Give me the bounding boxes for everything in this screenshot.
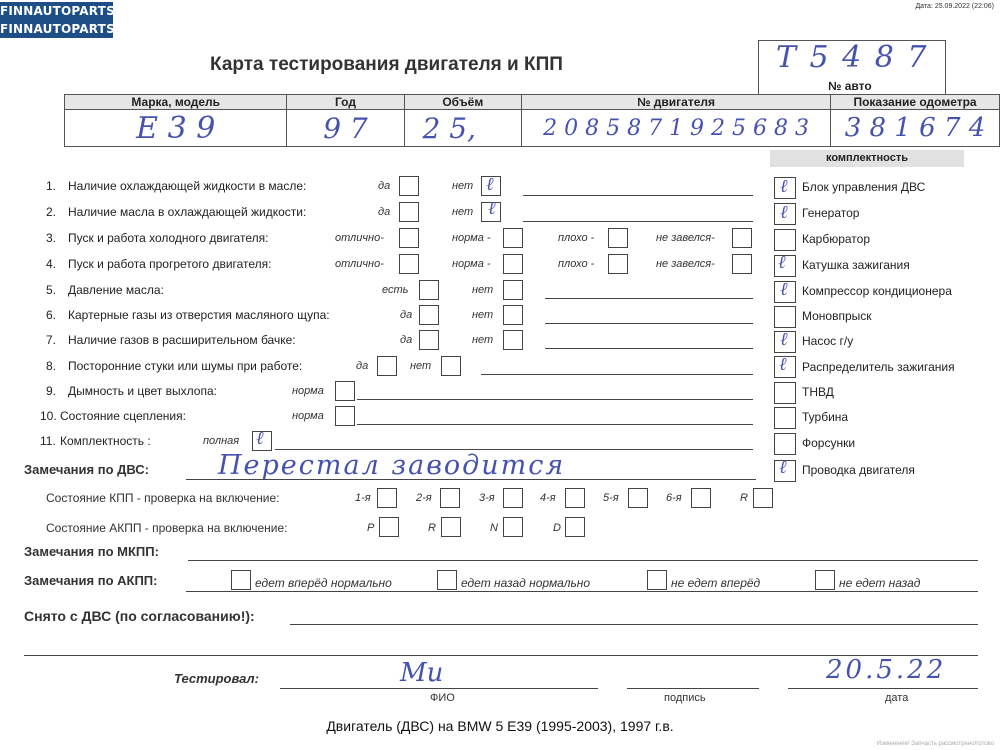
akpp-gear-d-label: D [553,522,561,534]
logo-line-1: FINNAUTOPARTS [0,4,115,18]
kpp-gear-1-label: 1-я [355,492,371,504]
q9-norma-checkbox[interactable] [335,381,355,401]
question-2-num: 2. [46,205,57,219]
q1-net-check: ℓ [486,174,494,195]
question-10-text: Состояние сцепления: [60,409,186,423]
kpp-gear-r-checkbox[interactable] [753,488,773,508]
question-9-text: Дымность и цвет выхлопа: [68,384,217,398]
q3-ploho-label: плохо - [558,232,595,244]
q10-norma-checkbox[interactable] [335,406,355,426]
q4-ne-zavelsya-label: не завелся- [656,258,715,270]
removed-label: Снято с ДВС (по согласованию!): [24,608,255,624]
header-table [64,94,1000,147]
question-1-num: 1. [46,179,57,193]
question-1-text: Наличие охлаждающей жидкости в масле: [68,179,307,193]
komplekt-checkbox-6[interactable] [774,306,796,328]
remarks-dvs-label: Замечания по ДВС: [24,462,149,477]
q3-otlichno-checkbox[interactable] [399,228,419,248]
q4-otlichno-label: отлично- [335,258,384,270]
q8-net-checkbox[interactable] [441,356,461,376]
q7-da-label: да [400,334,413,346]
question-3-text: Пуск и работа холодного двигателя: [68,231,269,245]
date-stamp: Дата: 25.09.2022 (22:06) [915,3,994,10]
kpp-label: Состояние КПП - проверка на включение: [46,491,280,505]
q11-polnaya-label: полная [203,435,240,447]
q1-da-checkbox[interactable] [399,176,419,196]
akpp-gear-n-label: N [490,522,498,534]
col-year: Год [287,95,404,110]
question-7-text: Наличие газов в расширительном бачке: [68,333,296,347]
q3-otlichno-label: отлично- [335,232,384,244]
q6-da-label: да [400,309,413,321]
caption: Двигатель (ДВС) на BMW 5 E39 (1995-2003), 1997 г.в. [326,718,674,734]
komplekt-item-1: Блок управления ДВС [802,180,926,194]
q4-ploho-checkbox[interactable] [608,254,628,274]
col-engine-number: № двигателя [522,95,831,110]
value-volume: 2 5, [404,110,522,147]
remarks-akpp-label: Замечания по АКПП: [24,573,158,588]
question-11-num: 11. [40,434,56,448]
komplekt-item-10: Турбина [802,410,849,424]
komplekt-check-8: ℓ [779,354,787,375]
kpp-gear-6-label: 6-я [666,492,682,504]
question-3-num: 3. [46,231,57,245]
akpp-option-4-label: не едет назад [839,576,921,590]
komplekt-checkbox-10[interactable] [774,407,796,429]
q2-da-label: да [378,206,391,218]
komplekt-item-7: Насос г/у [802,334,854,348]
q3-ploho-checkbox[interactable] [608,228,628,248]
komplekt-item-3: Карбюратор [802,232,871,246]
akpp-gear-n-checkbox[interactable] [503,517,523,537]
komplekt-check-1: ℓ [780,176,788,197]
q3-norma-checkbox[interactable] [503,228,523,248]
komplekt-header: комплектность [770,150,964,167]
q5-est-label: есть [382,284,409,296]
q10-norma-label: норма [292,410,324,422]
q2-da-checkbox[interactable] [399,202,419,222]
kpp-gear-1-checkbox[interactable] [377,488,397,508]
q3-norma-label: норма - [452,232,491,244]
question-10-num: 10. [40,409,57,423]
remarks-mkpp-label: Замечания по МКПП: [24,544,159,559]
tested-label: Тестировал: [174,671,259,686]
kpp-gear-2-label: 2-я [416,492,432,504]
akpp-option-1-label: едет вперёд нормально [255,576,392,590]
q4-norma-label: норма - [452,258,491,270]
q4-norma-checkbox[interactable] [503,254,523,274]
q11-polnaya-check: ℓ [256,428,264,449]
q2-net-label: нет [452,206,474,218]
kpp-gear-6-checkbox[interactable] [691,488,711,508]
komplekt-check-5: ℓ [780,279,788,300]
kpp-gear-4-checkbox[interactable] [565,488,585,508]
question-5-num: 5. [46,283,57,297]
question-6-text: Картерные газы из отверстия масляного щупа: [68,308,330,322]
logo-line-2: FINNAUTOPARTS [0,22,115,36]
q5-est-checkbox[interactable] [419,280,439,300]
komplekt-item-11: Форсунки [802,436,856,450]
q6-net-checkbox[interactable] [503,305,523,325]
question-8-text: Посторонние стуки или шумы при работе: [68,359,303,373]
q1-net-label: нет [452,180,474,192]
kpp-gear-5-checkbox[interactable] [628,488,648,508]
kpp-gear-3-checkbox[interactable] [503,488,523,508]
date-value: 20.5.22 [826,655,947,685]
komplekt-check-2: ℓ [780,202,788,223]
question-7-num: 7. [46,333,57,347]
question-4-text: Пуск и работа прогретого двигателя: [68,257,272,271]
q8-da-checkbox[interactable] [377,356,397,376]
col-model: Марка, модель [65,95,287,110]
footer-note: Изменение! Запчасть рассмотрено/готово [876,741,994,747]
kpp-gear-3-label: 3-я [479,492,495,504]
akpp-gear-p-checkbox[interactable] [379,517,399,537]
q3-ne-zavelsya-label: не завелся- [656,232,715,244]
value-model: E 3 9 [65,110,287,147]
akpp-label: Состояние АКПП - проверка на включение: [46,521,288,535]
auto-number-value: Т 5 4 8 7 [776,40,929,75]
value-engine-number: 2 0 8 5 8 7 1 9 2 5 6 8 3 [522,110,831,147]
komplekt-item-2: Генератор [802,206,860,220]
auto-number-label: № авто [828,79,872,93]
komplekt-checkbox-3[interactable] [774,229,796,251]
question-11-text: Комплектность : [60,434,151,448]
q8-da-label: да [356,360,369,372]
question-6-num: 6. [46,308,57,322]
kpp-gear-r-label: R [740,492,748,504]
komplekt-checkbox-11[interactable] [774,433,796,455]
q7-da-checkbox[interactable] [419,330,439,350]
page-title: Карта тестирования двигателя и КПП [210,54,563,75]
q4-ne-zavelsya-checkbox[interactable] [732,254,752,274]
akpp-gear-d-checkbox[interactable] [565,517,585,537]
fio-label: ФИО [430,692,455,704]
komplekt-item-4: Катушка зажигания [802,258,910,272]
akpp-option-1-checkbox[interactable] [231,570,251,590]
q5-net-label: нет [472,284,494,296]
komplekt-item-12: Проводка двигателя [802,463,915,477]
akpp-option-2-checkbox[interactable] [437,570,457,590]
akpp-gear-r-label: R [428,522,436,534]
komplekt-item-8: Распределитель зажигания [802,360,955,374]
komplekt-check-12: ℓ [779,457,787,478]
q6-da-checkbox[interactable] [419,305,439,325]
col-odometer: Показание одометра [831,95,1000,110]
q1-da-label: да [378,180,391,192]
value-year: 9 7 [287,110,404,147]
komplekt-item-5: Компрессор кондиционера [802,284,952,298]
q4-otlichno-checkbox[interactable] [399,254,419,274]
q4-ploho-label: плохо - [558,258,595,270]
value-odometer: 3 8 1 6 7 4 [831,110,1000,147]
question-9-num: 9. [46,384,57,398]
signature-mark: Ми [400,658,444,688]
akpp-option-3-checkbox[interactable] [647,570,667,590]
komplekt-check-7: ℓ [780,329,788,350]
podpis-label: подпись [664,692,706,704]
col-volume: Объём [404,95,522,110]
remarks-dvs-handwritten: Перестал заводится [218,450,566,481]
akpp-option-2-label: едет назад нормально [461,576,591,590]
komplekt-check-4: ℓ [778,252,786,273]
kpp-gear-2-checkbox[interactable] [440,488,460,508]
question-5-text: Давление масла: [68,283,164,297]
komplekt-item-9: ТНВД [802,385,834,399]
komplekt-item-6: Моновпрыск [802,309,872,323]
akpp-gear-p-label: P [367,522,375,534]
akpp-option-4-checkbox[interactable] [815,570,835,590]
akpp-gear-r-checkbox[interactable] [441,517,461,537]
question-4-num: 4. [46,257,57,271]
question-8-num: 8. [46,359,57,373]
q7-net-label: нет [472,334,494,346]
data-label: дата [885,692,909,704]
komplekt-checkbox-9[interactable] [774,382,796,404]
q6-net-label: нет [472,309,494,321]
q2-net-check: ℓ [488,198,496,219]
question-2-text: Наличие масла в охлаждающей жидкости: [68,205,307,219]
q9-norma-label: норма [292,385,324,397]
kpp-gear-5-label: 5-я [603,492,619,504]
kpp-gear-4-label: 4-я [540,492,556,504]
q7-net-checkbox[interactable] [503,330,523,350]
q8-net-label: нет [410,360,432,372]
q5-net-checkbox[interactable] [503,280,523,300]
q3-ne-zavelsya-checkbox[interactable] [732,228,752,248]
akpp-option-3-label: не едет вперёд [671,576,761,590]
